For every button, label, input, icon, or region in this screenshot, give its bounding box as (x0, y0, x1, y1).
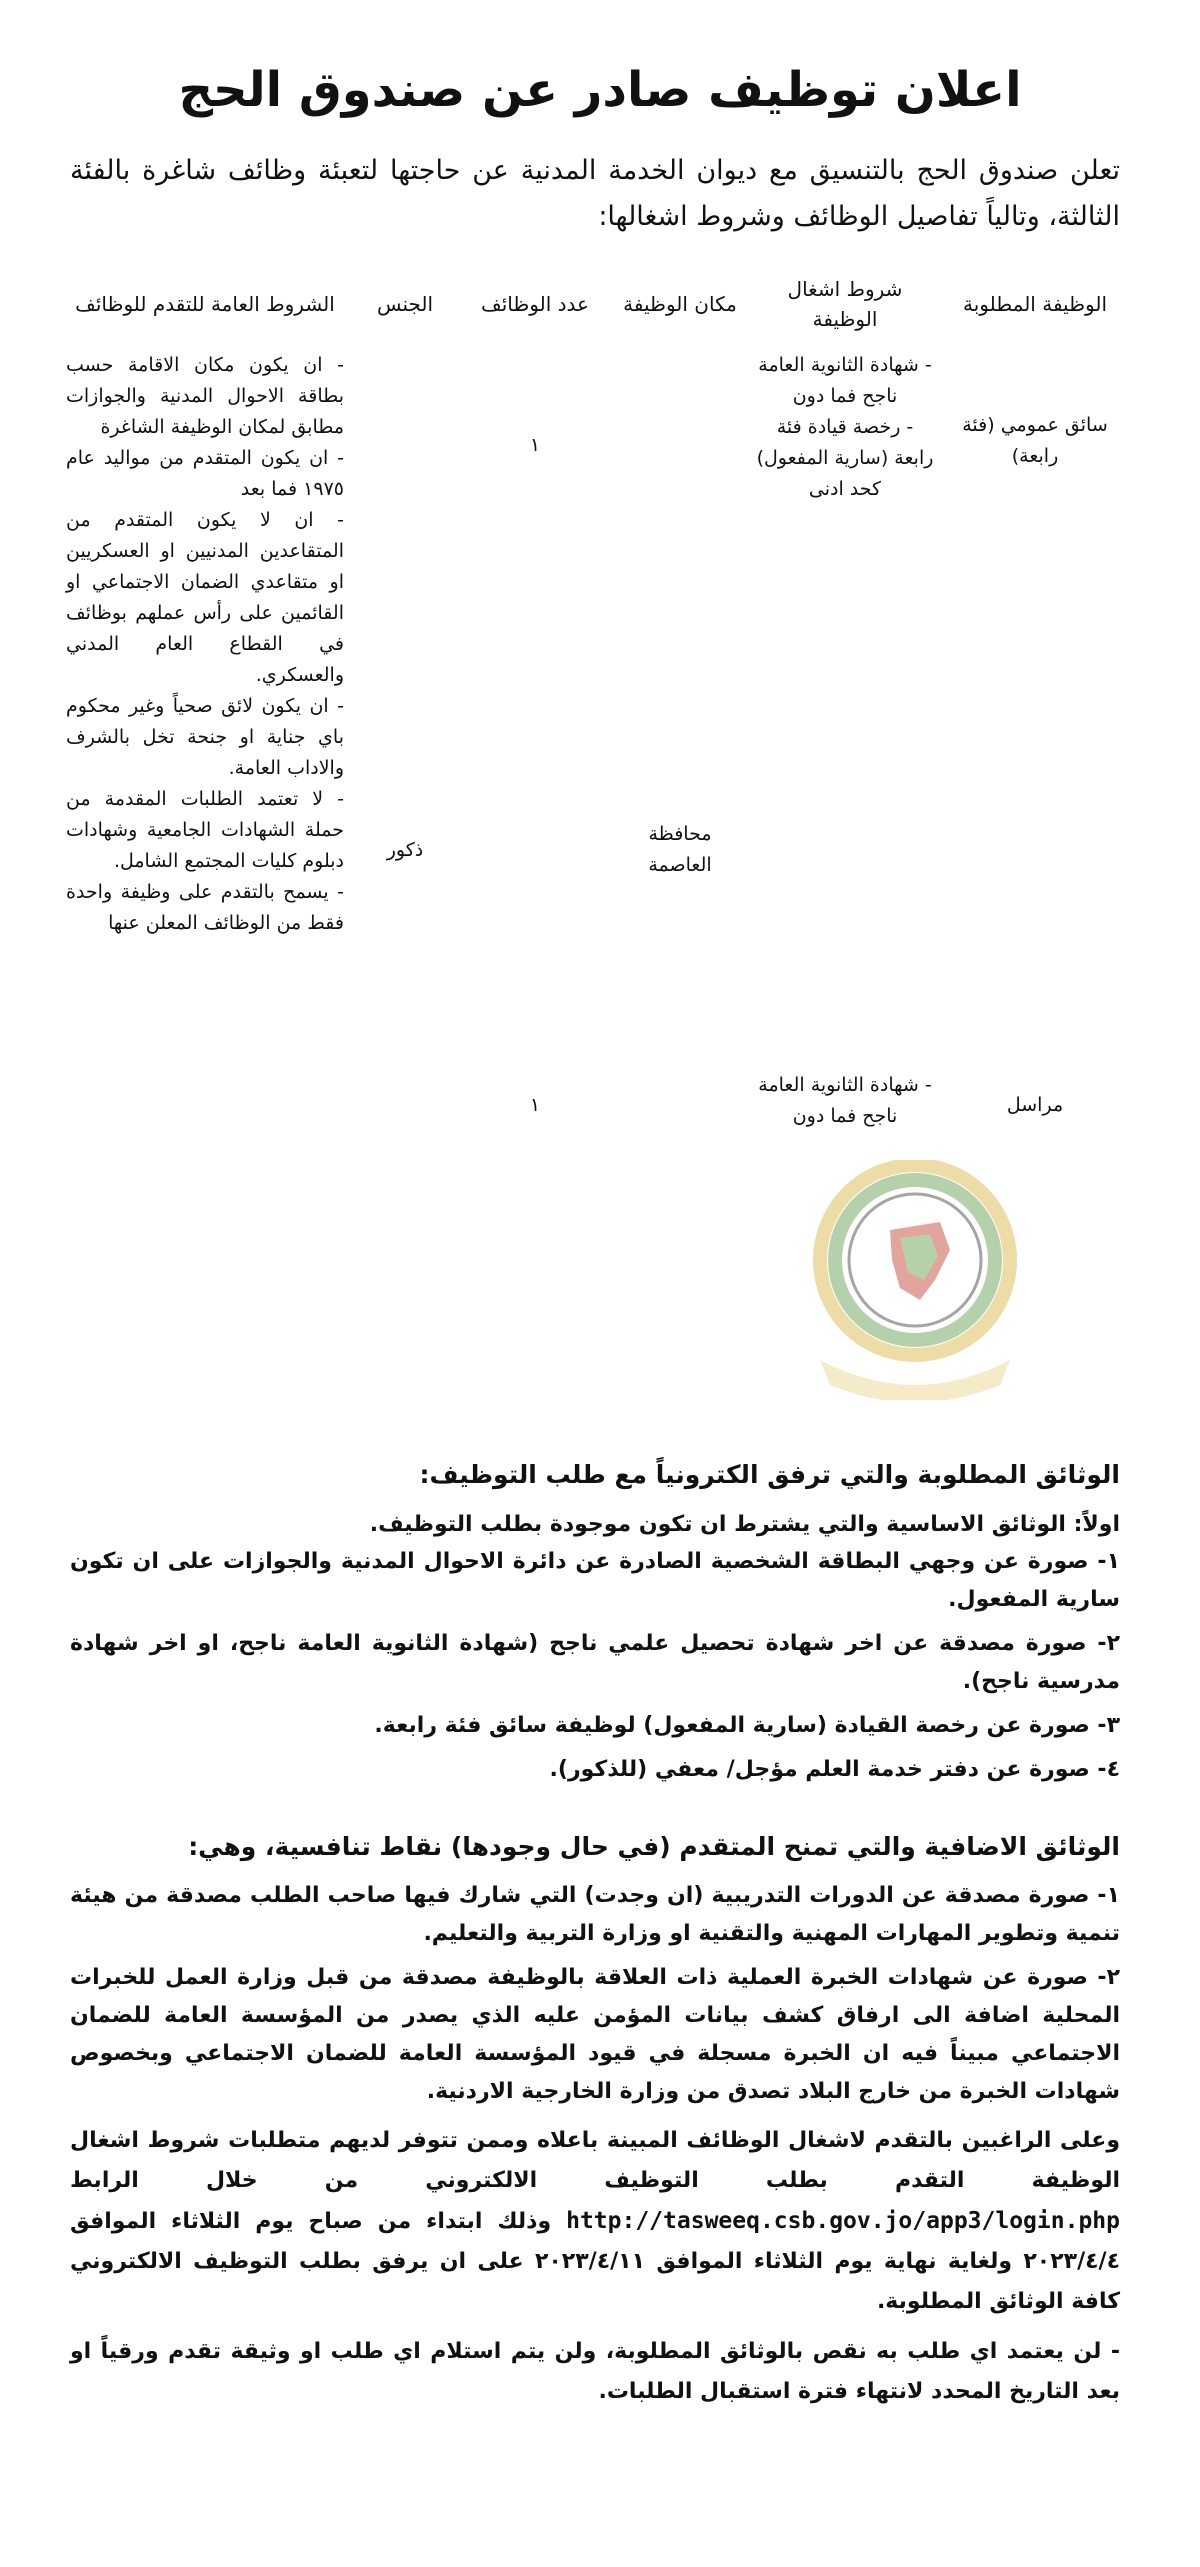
table-row (60, 350, 1130, 1070)
general-condition: - ان لا يكون المتقدم من المتقاعدين المدنيين او العسكريين او متقاعدي الضمان الاجتماعي او القائمين على رأس عملهم بوظائف في القطاع العام المدني والعسكري. (66, 509, 344, 686)
general-condition: - ان يكون المتقدم من مواليد عام ١٩٧٥ فما بعد (66, 447, 344, 500)
general-condition: - ان يكون لائق صحياً وغير محكوم باي جناية او جنحة تخل بالشرف والاداب العامة. (66, 695, 344, 779)
general-condition: - لا تعتمد الطلبات المقدمة من حملة الشهادات الجامعية وشهادات دبلوم كليات المجتمع الشامل. (66, 788, 344, 872)
job-condition: - رخصة قيادة فئة رابعة (سارية المفعول) كحد ادنى (756, 416, 934, 500)
table-header-row (60, 258, 1130, 350)
documents-heading: الوثائق المطلوبة والتي ترفق الكترونياً مع طلب التوظيف: (419, 1460, 1120, 1489)
gender-cell (350, 350, 460, 1350)
job-location: محافظة العاصمة (648, 823, 712, 876)
job-condition: - شهادة الثانوية العامة ناجح فما دون (758, 354, 932, 407)
count-cell (460, 350, 610, 1070)
general-conditions-cell (60, 350, 350, 1350)
header-conditions: شروط اشغال الوظيفة (787, 277, 903, 331)
job-title-cell (940, 350, 1130, 1070)
header-gender: الجنس (376, 292, 434, 316)
apply-text: وعلى الراغبين بالتقدم لاشغال الوظائف المبينة باعلاه وممن تتوفر لديهم متطلبات شروط اشغال الوظيفة التقدم بطلب التوظيف الالكتروني من خلال الرابط (70, 2128, 1120, 2193)
application-dates: وذلك ابتداء من صباح يوم الثلاثاء الموافق ٢٠٢٣/٤/٤ ولغاية نهاية يوم الثلاثاء الموافق ٢٠٢٣/٤/١١ على ان يرفق بطلب التوظيف الالكتروني كافة الوثائق المطلوبة. (70, 2209, 1120, 2314)
intro-paragraph: تعلن صندوق الحج بالتنسيق مع ديوان الخدمة المدنية عن حاجتها لتعبئة وظائف شاغرة بالفئة الثالثة، وتالياً تفاصيل الوظائف وشروط اشغالها: (70, 155, 1120, 232)
job-condition: - شهادة الثانوية العامة ناجح فما دون (758, 1074, 932, 1127)
basic-documents-heading: اولاً: الوثائق الاساسية والتي يشترط ان تكون موجودة بطلب التوظيف. (369, 1512, 1120, 1537)
application-link[interactable]: http://tasweeq.csb.gov.jo/app3/login.php (566, 2208, 1120, 2234)
job-conditions-cell (750, 350, 940, 1070)
job-count: ١ (529, 1094, 541, 1116)
header-general-conditions: الشروط العامة للتقدم للوظائف (75, 292, 335, 316)
location-cell (610, 350, 750, 1350)
list-item: ٣- صورة عن رخصة القيادة (سارية المفعول) لوظيفة سائق فئة رابعة. (374, 1713, 1120, 1738)
application-instructions (70, 2121, 1120, 2322)
additional-documents-heading: الوثائق الاضافية والتي تمنح المتقدم (في حال وجودها) نقاط تنافسية، وهي: (188, 1832, 1120, 1861)
header-location: مكان الوظيفة (623, 292, 737, 316)
list-item: ١- صورة مصدقة عن الدورات التدريبية (ان وجدت) التي شارك فيها صاحب الطلب مصدقة من هيئة تنمية وتطوير المهارات المهنية والتقنية او وزارة التربية والتعليم. (70, 1883, 1120, 1946)
general-condition: - يسمح بالتقدم على وظيفة واحدة فقط من الوظائف المعلن عنها (66, 881, 344, 934)
warning-note: - لن يعتمد اي طلب به نقص بالوثائق المطلوبة، ولن يتم استلام اي طلب او وثيقة تقدم ورقياً او بعد التاريخ المحدد لانتهاء فترة استقبال الطلبات. (70, 2339, 1120, 2404)
documents-section (70, 1455, 1120, 2412)
list-item: ٤- صورة عن دفتر خدمة العلم مؤجل/ معفي (للذكور). (549, 1757, 1120, 1782)
civil-service-bureau-seal (800, 1160, 1030, 1400)
general-condition: - ان يكون مكان الاقامة حسب بطاقة الاحوال المدنية والجوازات مطابق لمكان الوظيفة الشاغرة (66, 354, 344, 438)
count-cell (460, 1070, 610, 1350)
header-job: الوظيفة المطلوبة (963, 292, 1107, 316)
list-item: ٢- صورة مصدقة عن اخر شهادة تحصيل علمي ناجح (شهادة الثانوية العامة ناجح، او اخر شهادة مدرسية ناجح). (70, 1631, 1120, 1694)
header-count: عدد الوظائف (481, 292, 589, 316)
list-item: ٢- صورة عن شهادات الخبرة العملية ذات العلاقة بالوظيفة مصدقة من قبل وزارة العمل للخبرات المحلية اضافة الى ارفاق كشف بيانات المؤمن عليه الذي يصدر من المؤسسة العامة للضمان الاجتماعي مبيناً فيه ان الخبرة مسجلة في قيود المؤسسة العامة للضمان الاجتماعي وبخصوص شهادات الخبرة من خارج البلاد تصدق من وزارة الخارجية الاردنية. (70, 1965, 1120, 2104)
job-title: مراسل (1006, 1094, 1064, 1116)
job-gender: ذكور (386, 838, 424, 861)
page-title: اعلان توظيف صادر عن صندوق الحج (178, 62, 1022, 118)
job-count: ١ (529, 434, 541, 456)
job-title: سائق عمومي (فئة رابعة) (962, 414, 1108, 467)
list-item: ١- صورة عن وجهي البطاقة الشخصية الصادرة عن دائرة الاحوال المدنية والجوازات على ان تكون سارية المفعول. (70, 1549, 1120, 1612)
